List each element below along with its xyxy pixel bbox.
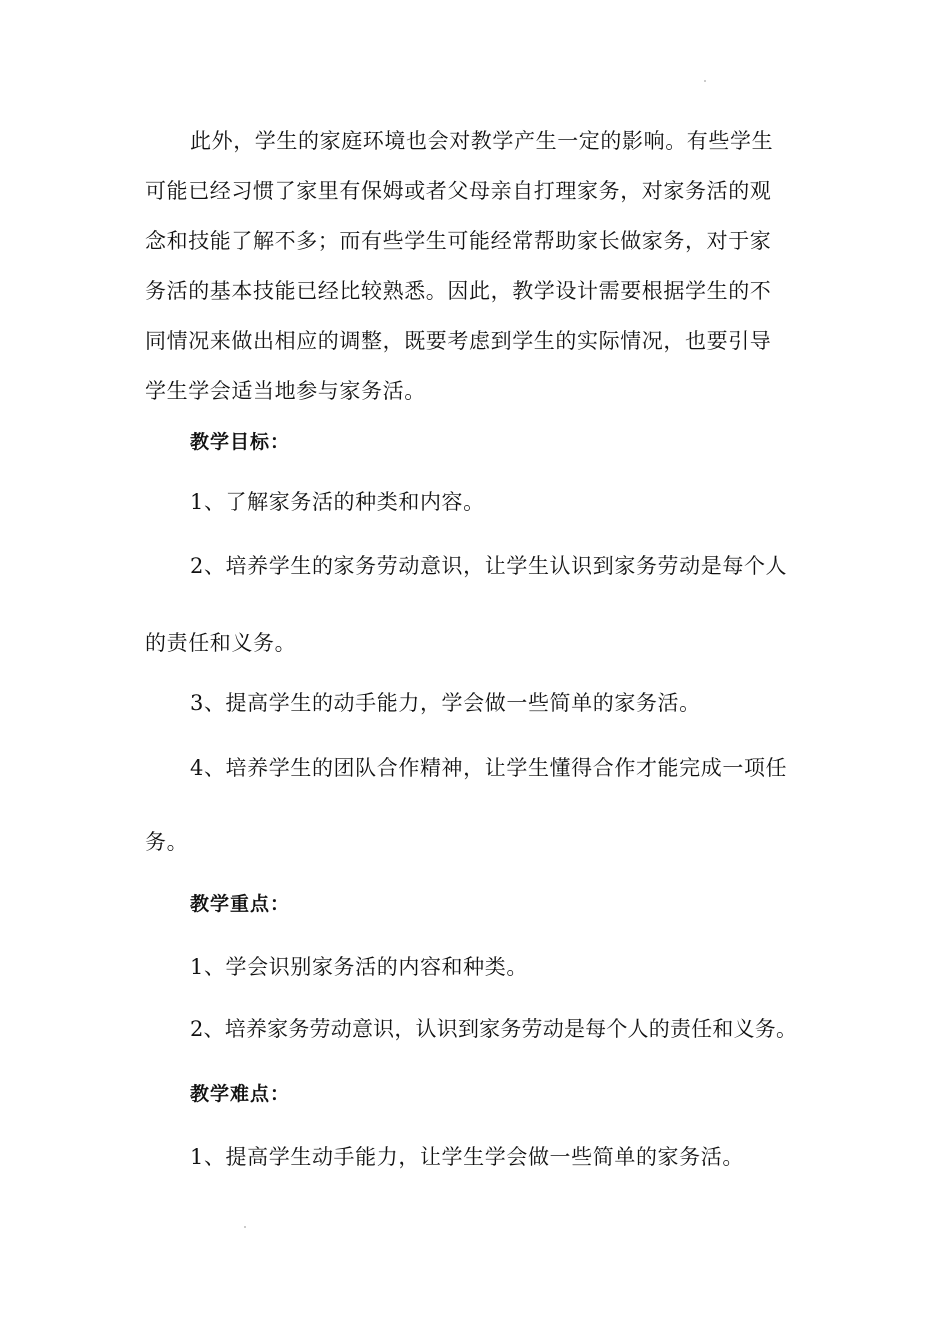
objective-item: 2、培养学生的家务劳动意识，让学生认识到家务劳动是每个人	[190, 554, 788, 578]
objective-item: 1、了解家务活的种类和内容。	[190, 490, 485, 514]
paragraph-line: 念和技能了解不多；而有些学生可能经常帮助家长做家务，对于家	[145, 229, 772, 253]
key-point-item: 1、学会识别家务活的内容和种类。	[190, 955, 528, 979]
paragraph-line: 务活的基本技能已经比较熟悉。因此，教学设计需要根据学生的不	[145, 279, 772, 303]
paragraph-line: 学生学会适当地参与家务活。	[145, 379, 426, 403]
page-corner-mark	[704, 80, 706, 82]
paragraph-line: 同情况来做出相应的调整，既要考虑到学生的实际情况，也要引导	[145, 329, 772, 353]
paragraph-line: 可能已经习惯了家里有保姆或者父母亲自打理家务，对家务活的观	[145, 179, 772, 203]
difficulty-item: 1、提高学生动手能力，让学生学会做一些简单的家务活。	[190, 1145, 744, 1169]
page-corner-mark	[244, 1226, 246, 1228]
objective-item-continuation: 务。	[145, 830, 189, 854]
objective-item: 3、提高学生的动手能力，学会做一些简单的家务活。	[190, 691, 701, 715]
objective-item: 4、培养学生的团队合作精神，让学生懂得合作才能完成一项任	[190, 756, 788, 780]
difficulties-heading: 教学难点：	[190, 1083, 291, 1105]
key-point-item: 2、培养家务劳动意识，认识到家务劳动是每个人的责任和义务。	[190, 1017, 798, 1041]
objectives-heading: 教学目标：	[190, 431, 291, 453]
objective-item-continuation: 的责任和义务。	[145, 631, 297, 655]
key-points-heading: 教学重点：	[190, 893, 291, 915]
paragraph-line: 此外，学生的家庭环境也会对教学产生一定的影响。有些学生	[190, 129, 774, 153]
